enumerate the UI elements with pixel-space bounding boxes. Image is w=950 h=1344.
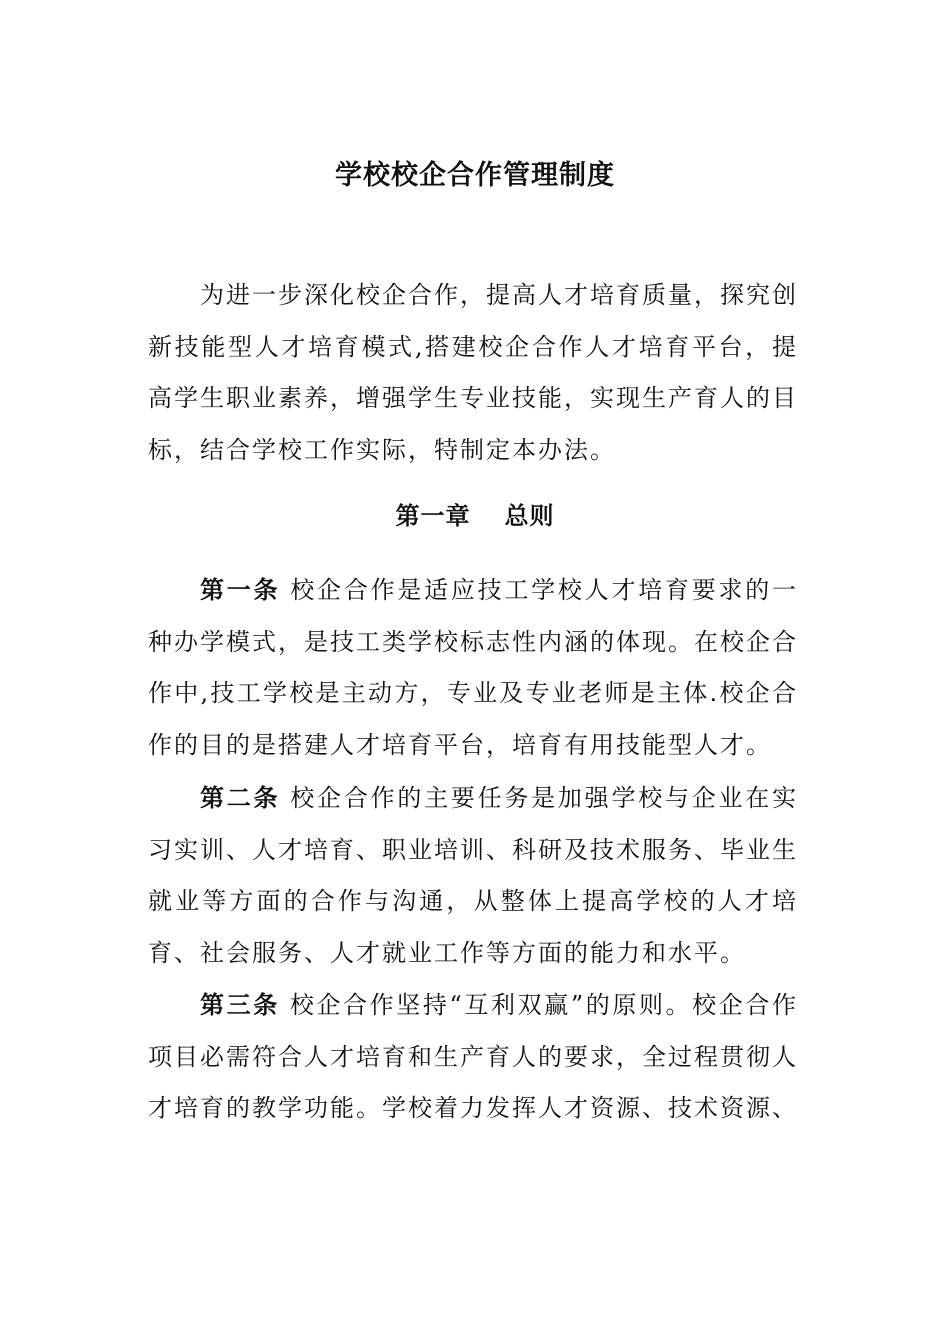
document-title: 学校校企合作管理制度 <box>335 160 615 191</box>
article-paragraph <box>148 773 798 979</box>
article-label: 第一条 <box>200 576 281 604</box>
article-paragraph <box>148 565 798 771</box>
article-text: 校企合作坚持“互利双赢”的原则。校企合作项目必需符合人才培育和生产育人的要求，全过程贯彻人才培育的教学功能。学校着力发挥人才资源、技术资源、 <box>148 991 799 1122</box>
article-paragraph <box>148 980 798 1135</box>
chapter-number: 第一章 <box>395 502 471 530</box>
intro-paragraph: 为进一步深化校企合作，提高人才培育质量，探究创新技能型人才培育模式,搭建校企合作人才培育平台，提高学生职业素养，增强学生专业技能，实现生产育人的目标，结合学校工作实际，特制定本办法。 <box>148 281 798 464</box>
article-label: 第三条 <box>200 991 280 1019</box>
chapter-heading <box>0 494 950 538</box>
article-label: 第二条 <box>200 784 281 812</box>
article-text: 校企合作是适应技工学校人才培育要求的一种办学模式，是技工类学校标志性内涵的体现。在校企合作中,技工学校是主动方，专业及专业老师是主体.校企合作的目的是搭建人才培育平台，培育有用技能型人才。 <box>148 576 799 759</box>
article-text: 校企合作的主要任务是加强学校与企业在实习实训、人才培育、职业培训、科研及技术服务、毕业生就业等方面的合作与沟通，从整体上提高学校的人才培育、社会服务、人才就业工作等方面的能力和水平。 <box>148 784 799 967</box>
chapter-name: 总则 <box>504 502 555 530</box>
